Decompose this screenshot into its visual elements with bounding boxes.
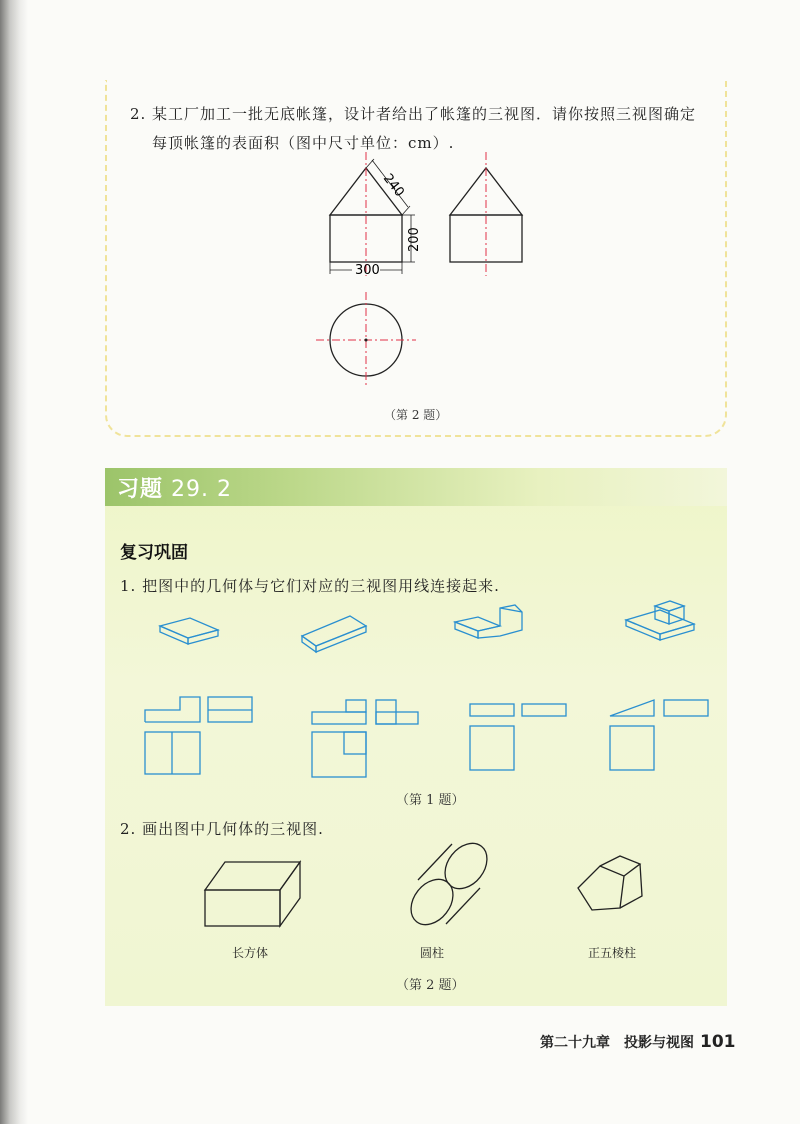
q2-cuboid	[205, 862, 300, 926]
dim-200: 200	[407, 227, 422, 252]
dim-300: 300	[355, 263, 380, 278]
exercise-title: 习题 29. 2	[117, 477, 232, 502]
label-cuboid: 长方体	[232, 946, 269, 960]
label-pentagonal-prism: 正五棱柱	[588, 946, 637, 960]
q2-cylinder	[402, 835, 495, 933]
views-set-1	[145, 697, 252, 774]
section-heading: 复习巩固	[120, 543, 188, 563]
views-set-2	[312, 700, 418, 777]
figure-caption-q2: （第 2 题）	[396, 978, 465, 993]
exercise-number: 29. 2	[171, 477, 232, 502]
side-view	[450, 168, 522, 262]
q2-pentagonal-prism	[578, 856, 642, 910]
label-cylinder: 圆柱	[420, 946, 445, 960]
problem-line-1: 某工厂加工一批无底帐篷，设计者给出了帐篷的三视图．请你按照三视图确定	[152, 105, 697, 123]
question-2: 2. 画出图中几何体的三视图.	[120, 820, 324, 838]
solid-4-block-with-cube	[626, 601, 694, 640]
question-1: 1. 把图中的几何体与它们对应的三视图用线连接起来.	[120, 577, 500, 595]
top-view	[316, 292, 416, 388]
dim-240: 240	[379, 171, 407, 201]
figure-caption-top: （第 2 题）	[384, 408, 448, 422]
solid-1-cuboid	[160, 618, 218, 644]
chapter-title: 第二十九章 投影与视图	[540, 1035, 694, 1051]
problem-number: 2.	[130, 105, 147, 123]
solid-3-step	[455, 605, 522, 638]
page-footer	[540, 1032, 736, 1052]
figure-caption-q1: （第 1 题）	[396, 793, 465, 808]
views-set-4	[610, 700, 708, 770]
page-number: 101	[700, 1032, 736, 1052]
problem-line-2: 每顶帐篷的表面积（图中尺寸单位：cm）.	[152, 134, 455, 152]
views-set-3	[470, 704, 566, 770]
solid-2-wedge	[302, 616, 366, 652]
